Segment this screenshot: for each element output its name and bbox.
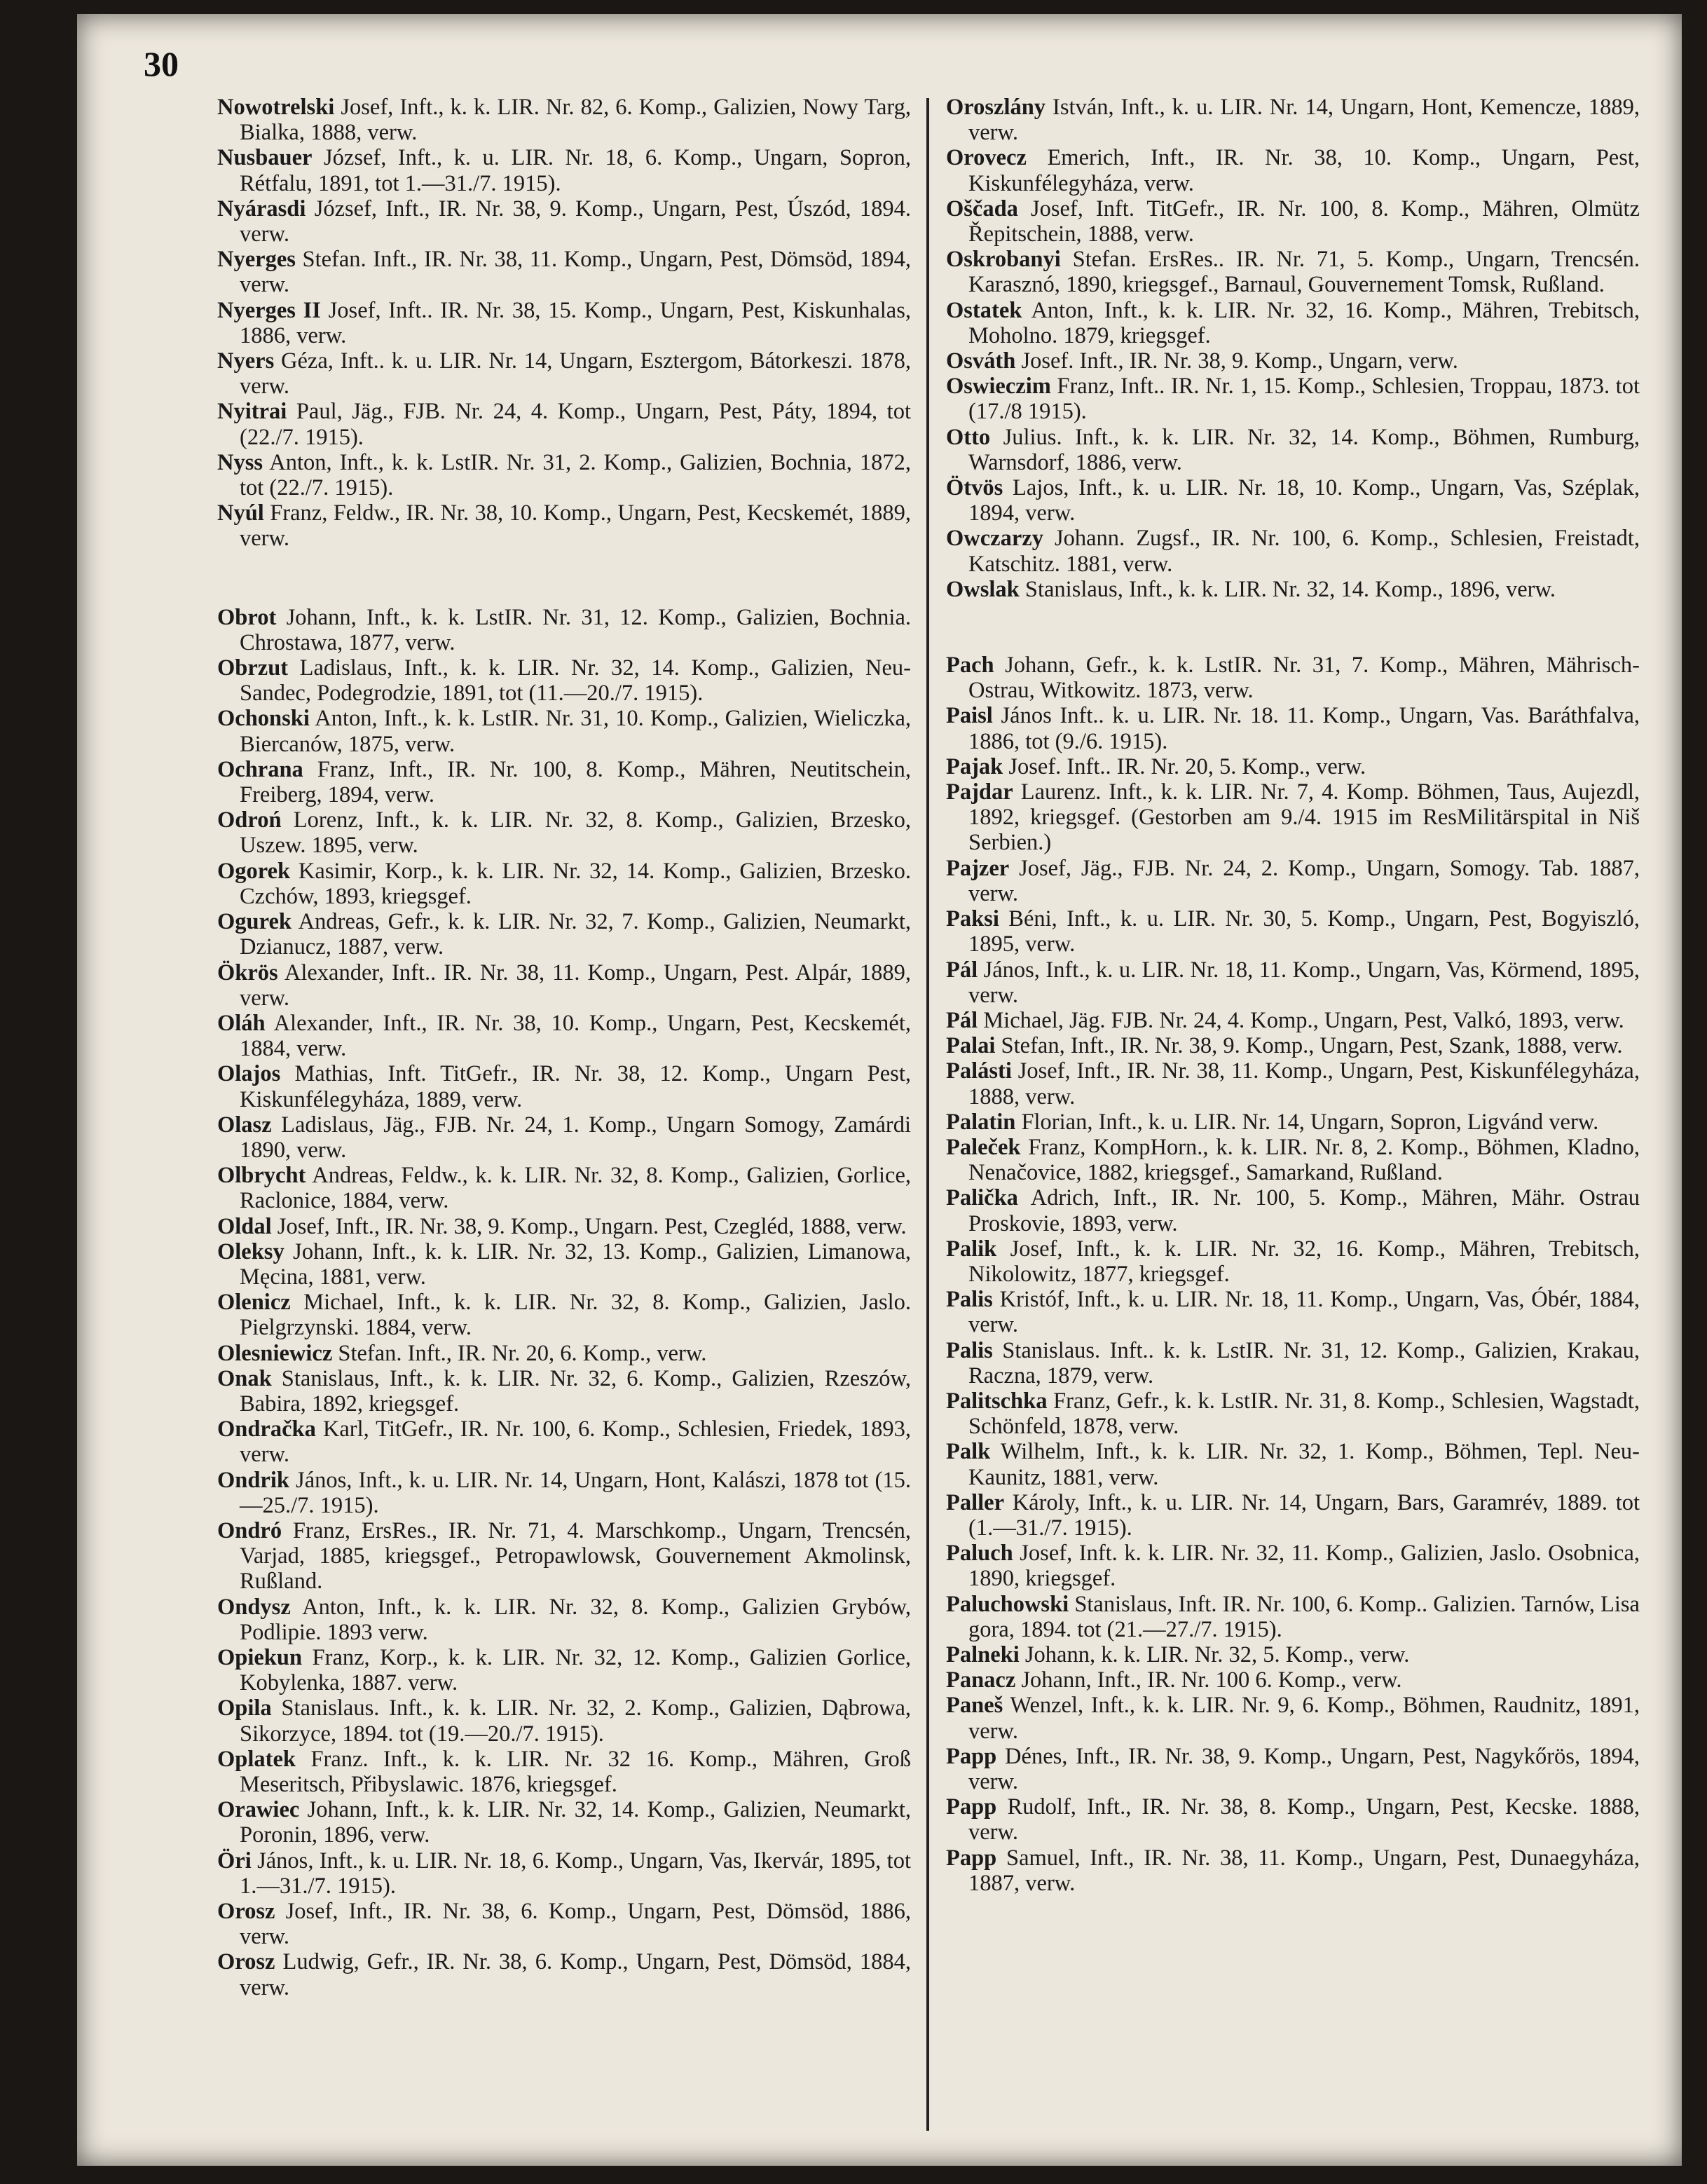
entry-details: Géza, Inft.. k. u. LIR. Nr. 14, Ungarn, Esztergom, Bátorkeszi. 1878, verw.	[240, 348, 911, 400]
entry-surname: Osváth	[946, 348, 1016, 374]
entry-surname: Oleksy	[217, 1238, 284, 1264]
register-entry	[946, 1008, 1640, 1033]
entry-details: Josef, Inft., k. k. LIR. Nr. 82, 6. Komp., Galizien, Nowy Targ, Bialka, 1888, verw.	[240, 95, 911, 146]
register-entry	[217, 1518, 911, 1595]
entry-surname: Ostatek	[946, 297, 1022, 323]
column-divider	[926, 98, 929, 2131]
register-entry	[217, 196, 911, 247]
entry-surname: Ochrana	[217, 756, 303, 782]
entry-details: Josef, Inft. k. k. LIR. Nr. 32, 11. Komp., Galizien, Jaslo. Osobnica, 1890, kriegsgef.	[968, 1541, 1640, 1592]
entry-surname: Orosz	[217, 1899, 275, 1925]
entry-details: Ladislaus, Inft., k. k. LIR. Nr. 32, 14. Komp., Galizien, Neu-Sandec, Podegrodzie, 1891, tot (11.—20./7. 1915).	[240, 655, 911, 707]
register-entry	[946, 374, 1640, 424]
entry-details: Franz, Korp., k. k. LIR. Nr. 32, 12. Komp., Galizien Gorlice, Kobylenka, 1887. verw.	[240, 1644, 911, 1696]
register-entry	[217, 1468, 911, 1518]
entry-surname: Palatin	[946, 1109, 1016, 1135]
entry-details: Johann, Inft., k. k. LIR. Nr. 32, 13. Komp., Galizien, Limanowa, Męcina, 1881, verw.	[240, 1238, 911, 1290]
entry-details: Alexander, Inft., IR. Nr. 38, 10. Komp., Ungarn, Pest, Kecskemét, 1884, verw.	[240, 1010, 911, 1062]
entry-surname: Palik	[946, 1236, 997, 1262]
register-entry	[217, 399, 911, 449]
entry-surname: Oskrobanyi	[946, 247, 1061, 273]
entry-surname: Paneš	[946, 1693, 1003, 1719]
register-entry	[217, 1112, 911, 1163]
register-entry	[946, 1439, 1640, 1489]
entry-surname: Nyerges	[217, 247, 296, 273]
entry-details: Kristóf, Inft., k. u. LIR. Nr. 18, 11. Komp., Ungarn, Vas, Óbér, 1884, verw.	[968, 1287, 1640, 1338]
entry-details: Lorenz, Inft., k. k. LIR. Nr. 32, 8. Komp., Galizien, Brzesko, Uszew. 1895, verw.	[240, 807, 911, 859]
entry-surname: Opila	[217, 1695, 272, 1721]
entry-surname: Panacz	[946, 1667, 1016, 1693]
register-entry	[946, 1287, 1640, 1337]
entry-details: Johann, Inft., IR. Nr. 100 6. Komp., verw.	[1015, 1667, 1402, 1693]
entry-surname: Orosz	[217, 1949, 275, 1975]
entry-details: Johann, Inft., k. k. LstIR. Nr. 31, 12. Komp., Galizien, Bochnia. Chrostawa, 1877, verw.	[240, 604, 911, 655]
entry-surname: Ökrös	[217, 960, 278, 985]
entry-details: Michael, Jäg. FJB. Nr. 24, 4. Komp., Ungarn, Pest, Valkó, 1893, verw.	[978, 1007, 1624, 1033]
entry-details: Franz, ErsRes., IR. Nr. 71, 4. Marschkomp., Ungarn, Trencsén, Varjad, 1885, kriegsgef., Petropawlowsk, Gouvernement Akmolinsk, Rußland.	[240, 1517, 911, 1595]
register-entry	[217, 145, 911, 196]
entry-surname: Oroszlány	[946, 95, 1046, 120]
entry-details: Johann. Zugsf., IR. Nr. 100, 6. Komp., Schlesien, Freistadt, Katschitz. 1881, verw.	[968, 526, 1640, 577]
entry-details: Dénes, Inft., IR. Nr. 38, 9. Komp., Ungarn, Pest, Nagykőrös, 1894, verw.	[968, 1743, 1640, 1794]
entry-surname: Paluchowski	[946, 1591, 1069, 1617]
entry-details: Johann, k. k. LIR. Nr. 32, 5. Komp., verw.	[1019, 1642, 1410, 1667]
entry-surname: Papp	[946, 1845, 997, 1871]
entry-details: Mathias, Inft. TitGefr., IR. Nr. 38, 12. Komp., Ungarn Pest, Kiskunfélegyháza, 1889, verw.	[240, 1061, 911, 1112]
entry-details: Stanislaus. Inft.. k. k. LstIR. Nr. 31, 12. Komp., Galizien, Krakau, Raczna, 1879, verw.	[968, 1337, 1640, 1388]
entry-surname: Nusbauer	[217, 145, 313, 171]
entry-details: Florian, Inft., k. u. LIR. Nr. 14, Ungarn, Sopron, Ligvánd verw.	[1015, 1109, 1599, 1135]
register-entry	[946, 1058, 1640, 1109]
entry-details: Stefan, Inft., IR. Nr. 38, 9. Komp., Ungarn, Pest, Szank, 1888, verw.	[995, 1033, 1623, 1059]
entry-surname: Obrzut	[217, 655, 289, 681]
entry-surname: Oláh	[217, 1010, 266, 1036]
entry-details: Stanislaus, Inft., k. k. LIR. Nr. 32, 6. Komp., Galizien, Rzeszów, Babira, 1892, kriegsgef.	[240, 1365, 911, 1417]
register-entry	[217, 1595, 911, 1645]
entry-details: János, Inft., k. u. LIR. Nr. 18, 6. Komp., Ungarn, Vas, Ikervár, 1895, tot 1.—31./7. 1915).	[240, 1848, 911, 1899]
entry-details: Stefan. Inft., IR. Nr. 38, 11. Komp., Ungarn, Pest, Dömsöd, 1894, verw.	[240, 247, 911, 298]
entry-surname: Ondysz	[217, 1594, 291, 1620]
register-entry	[946, 1592, 1640, 1642]
entry-details: Alexander, Inft.. IR. Nr. 38, 11. Komp., Ungarn, Pest. Alpár, 1889, verw.	[240, 960, 911, 1011]
register-entry	[946, 348, 1640, 374]
entry-surname: Pach	[946, 653, 994, 678]
entry-surname: Paluch	[946, 1541, 1013, 1567]
entry-details: Adrich, Inft., IR. Nr. 100, 5. Komp., Mähren, Mähr. Ostrau Proskovie, 1893, verw.	[968, 1185, 1640, 1236]
register-entry	[217, 1341, 911, 1366]
register-entry	[946, 1110, 1640, 1135]
register-entry	[217, 1695, 911, 1746]
register-entry	[217, 247, 911, 297]
entry-details: Josef, Inft., k. k. LIR. Nr. 32, 16. Komp., Mähren, Trebitsch, Nikolowitz, 1877, kriegsgef.	[968, 1236, 1640, 1287]
entry-details: Josef, Inft., IR. Nr. 38, 6. Komp., Ungarn, Pest, Dömsöd, 1886, verw.	[240, 1899, 911, 1950]
entry-surname: Ondračka	[217, 1417, 316, 1442]
entry-details: József, Inft., k. u. LIR. Nr. 18, 6. Komp., Ungarn, Sopron, Rétfalu, 1891, tot 1.—31./7. 1915).	[240, 145, 911, 196]
register-entry	[217, 1061, 911, 1112]
entry-group-o	[946, 95, 1640, 602]
entry-details: Franz, Inft., IR. Nr. 100, 8. Komp., Mähren, Neutitschein, Freiberg, 1894, verw.	[240, 756, 911, 808]
entry-surname: Oplatek	[217, 1746, 296, 1772]
entry-surname: Ochonski	[217, 706, 310, 732]
entry-group-p	[946, 653, 1640, 1896]
register-entry	[946, 247, 1640, 297]
entry-surname: Ondrik	[217, 1467, 289, 1493]
entry-group-n	[217, 95, 911, 552]
entry-details: Josef, Inft., IR. Nr. 38, 9. Komp., Ungarn. Pest, Czegléd, 1888, verw.	[271, 1213, 907, 1239]
entry-surname: Papp	[946, 1743, 997, 1769]
entry-details: Franz, KompHorn., k. k. LIR. Nr. 8, 2. Komp., Böhmen, Kladno, Nenačovice, 1882, kriegsgef., Samarkand, Rußland.	[968, 1134, 1640, 1186]
entry-details: József, Inft., IR. Nr. 38, 9. Komp., Ungarn, Pest, Úszód, 1894. verw.	[240, 196, 911, 247]
register-entry	[946, 1236, 1640, 1287]
group-spacer	[217, 552, 911, 605]
entry-surname: Nyitrai	[217, 399, 287, 425]
register-entry	[946, 856, 1640, 906]
register-entry	[217, 1214, 911, 1239]
register-entry	[217, 909, 911, 960]
entry-details: Anton, Inft., k. k. LstIR. Nr. 31, 10. Komp., Galizien, Wieliczka, Biercanów, 1875, verw.	[240, 706, 911, 757]
entry-surname: Pajak	[946, 753, 1003, 779]
entry-details: Stefan. Inft., IR. Nr. 20, 6. Komp., verw.	[332, 1340, 707, 1366]
entry-surname: Olbrycht	[217, 1163, 306, 1189]
register-entry	[946, 1185, 1640, 1236]
register-entry	[946, 957, 1640, 1008]
register-entry	[217, 348, 911, 399]
register-entry	[946, 754, 1640, 779]
register-entry	[217, 1747, 911, 1797]
register-entry	[217, 655, 911, 706]
entry-surname: Palička	[946, 1185, 1018, 1211]
register-entry	[217, 706, 911, 756]
entry-details: Anton, Inft., k. k. LIR. Nr. 32, 8. Komp., Galizien Grybów, Podlipie. 1893 verw.	[240, 1594, 911, 1645]
entry-surname: Nowotrelski	[217, 95, 335, 120]
entry-surname: Palk	[946, 1439, 991, 1465]
register-entry	[217, 1239, 911, 1290]
entry-details: Stanislaus, Inft., k. k. LIR. Nr. 32, 14. Komp., 1896, verw.	[1019, 576, 1556, 602]
entry-surname: Palis	[946, 1337, 993, 1363]
register-entry	[946, 425, 1640, 475]
entry-surname: Opiekun	[217, 1644, 303, 1670]
entry-surname: Nyúl	[217, 500, 264, 526]
register-entry	[946, 1388, 1640, 1439]
entry-details: Anton, Inft., k. k. LIR. Nr. 32, 16. Komp., Mähren, Trebitsch, Moholno. 1879, kriegsgef.	[968, 297, 1640, 348]
register-entry	[946, 1667, 1640, 1693]
entry-surname: Paleček	[946, 1134, 1021, 1160]
entry-details: Julius. Inft., k. k. LIR. Nr. 32, 14. Komp., Böhmen, Rumburg, Warnsdorf, 1886, verw.	[968, 424, 1640, 475]
entry-surname: Otto	[946, 424, 991, 450]
register-entry	[946, 906, 1640, 957]
entry-details: Josef, Inft., IR. Nr. 38, 11. Komp., Ungarn, Pest, Kiskunfélegyháza, 1888, verw.	[968, 1058, 1640, 1110]
entry-details: Josef. Inft., IR. Nr. 38, 9. Komp., Ungarn, verw.	[1015, 348, 1458, 374]
entry-details: Béni, Inft., k. u. LIR. Nr. 30, 5. Komp., Ungarn, Pest, Bogyiszló, 1895, verw.	[968, 906, 1640, 957]
entry-surname: Palitschka	[946, 1388, 1048, 1414]
entry-details: Stefan. ErsRes.. IR. Nr. 71, 5. Komp., Ungarn, Trencsén. Karasznó, 1890, kriegsgef., Barnaul, Gouvernement Tomsk, Rußland.	[968, 247, 1640, 298]
entry-details: Ladislaus, Jäg., FJB. Nr. 24, 1. Komp., Ungarn Somogy, Zamárdi 1890, verw.	[240, 1112, 911, 1163]
entry-details: Franz. Inft., k. k. LIR. Nr. 32 16. Komp., Mähren, Groß Meseritsch, Přibyslawic. 1876, kriegsgef.	[240, 1746, 911, 1797]
register-entry	[217, 1848, 911, 1899]
entry-surname: Paisl	[946, 703, 993, 729]
entry-details: Lajos, Inft., k. u. LIR. Nr. 18, 10. Komp., Ungarn, Vas, Széplak, 1894, verw.	[968, 475, 1640, 526]
register-entry	[217, 859, 911, 909]
entry-surname: Palneki	[946, 1642, 1020, 1667]
register-entry	[217, 1417, 911, 1467]
entry-details: Laurenz. Inft., k. k. LIR. Nr. 7, 4. Komp. Böhmen, Taus, Aujezdl, 1892, kriegsgef. (Gestorben am 9./4. 1915 im ResMilitärspital in Niš Serbien.)	[968, 779, 1640, 856]
entry-details: Josef, Jäg., FJB. Nr. 24, 2. Komp., Ungarn, Somogy. Tab. 1887, verw.	[968, 855, 1640, 906]
entry-details: János Inft.. k. u. LIR. Nr. 18. 11. Komp., Ungarn, Vas. Baráthfalva, 1886, tot (9./6. 1915).	[968, 703, 1640, 754]
entry-details: Wilhelm, Inft., k. k. LIR. Nr. 32, 1. Komp., Böhmen, Tepl. Neu-Kaunitz, 1881, verw.	[968, 1439, 1640, 1490]
register-entry	[946, 298, 1640, 348]
entry-surname: Ötvös	[946, 475, 1003, 501]
page-number: 30	[144, 44, 179, 83]
entry-surname: Olajos	[217, 1061, 281, 1087]
entry-surname: Papp	[946, 1794, 997, 1820]
register-entry	[946, 145, 1640, 196]
register-entry	[217, 605, 911, 655]
entry-surname: Palai	[946, 1033, 996, 1059]
entry-details: István, Inft., k. u. LIR. Nr. 14, Ungarn, Hont, Kemencze, 1889, verw.	[968, 95, 1640, 146]
register-entry	[946, 475, 1640, 526]
register-entry	[217, 1899, 911, 1949]
register-entry	[946, 526, 1640, 576]
entry-surname: Palásti	[946, 1058, 1012, 1084]
entry-details: Emerich, Inft., IR. Nr. 38, 10. Komp., Ungarn, Pest, Kiskunfélegyháza, verw.	[968, 145, 1640, 196]
register-entry	[217, 1645, 911, 1695]
right-column	[946, 95, 1640, 1896]
register-entry	[946, 95, 1640, 145]
entry-surname: Oščada	[946, 196, 1018, 221]
entry-details: Paul, Jäg., FJB. Nr. 24, 4. Komp., Ungarn, Pest, Páty, 1894, tot (22./7. 1915).	[240, 399, 911, 450]
entry-details: Wenzel, Inft., k. k. LIR. Nr. 9, 6. Komp., Böhmen, Raudnitz, 1891, verw.	[968, 1693, 1640, 1744]
entry-surname: Odroń	[217, 807, 282, 833]
entry-details: Franz, Feldw., IR. Nr. 38, 10. Komp., Ungarn, Pest, Kecskemét, 1889, verw.	[240, 500, 911, 552]
register-entry	[217, 1163, 911, 1213]
entry-details: Stanislaus. Inft., k. k. LIR. Nr. 32, 2. Komp., Galizien, Dąbrowa, Sikorzyce, 1894. tot (19.—20./7. 1915).	[240, 1695, 911, 1747]
register-entry	[217, 1949, 911, 2000]
entry-details: Johann, Inft., k. k. LIR. Nr. 32, 14. Komp., Galizien, Neumarkt, Poronin, 1896, verw.	[240, 1797, 911, 1848]
entry-surname: Nyárasdi	[217, 196, 306, 221]
entry-surname: Olasz	[217, 1112, 272, 1138]
register-entry	[946, 196, 1640, 247]
register-entry	[946, 779, 1640, 856]
entry-surname: Paksi	[946, 906, 999, 932]
entry-details: János, Inft., k. u. LIR. Nr. 14, Ungarn, Hont, Kalászi, 1878 tot (15.—25./7. 1915).	[240, 1467, 911, 1518]
entry-surname: Ondró	[217, 1517, 282, 1543]
entry-surname: Pál	[946, 1007, 978, 1033]
entry-surname: Pajzer	[946, 855, 1010, 881]
entry-details: Karl, TitGefr., IR. Nr. 100, 6. Komp., Schlesien, Friedek, 1893, verw.	[240, 1417, 911, 1468]
entry-details: Franz, Inft.. IR. Nr. 1, 15. Komp., Schlesien, Troppau, 1873. tot (17./8 1915).	[968, 374, 1640, 425]
register-entry	[946, 1693, 1640, 1743]
entry-surname: Öri	[217, 1848, 252, 1874]
entry-surname: Oldal	[217, 1213, 272, 1239]
entry-details: Kasimir, Korp., k. k. LIR. Nr. 32, 14. Komp., Galizien, Brzesko. Czchów, 1893, kriegsgef.	[240, 858, 911, 909]
entry-surname: Pál	[946, 957, 978, 983]
register-entry	[946, 1744, 1640, 1794]
left-column	[217, 95, 911, 2000]
entry-details: Josef, Inft.. IR. Nr. 38, 15. Komp., Ungarn, Pest, Kiskunhalas, 1886, verw.	[240, 297, 911, 348]
entry-surname: Olenicz	[217, 1290, 291, 1316]
entry-details: Stanislaus, Inft. IR. Nr. 100, 6. Komp.. Galizien. Tarnów, Lisa gora, 1894. tot (21.—27./7. 1915).	[968, 1591, 1640, 1642]
entry-details: Andreas, Feldw., k. k. LIR. Nr. 32, 8. Komp., Galizien, Gorlice, Raclonice, 1884, verw.	[240, 1163, 911, 1214]
register-entry	[217, 95, 911, 145]
entry-surname: Obrot	[217, 604, 277, 630]
entry-surname: Paller	[946, 1489, 1005, 1515]
register-entry	[946, 1541, 1640, 1591]
register-entry	[946, 1135, 1640, 1185]
register-entry	[217, 807, 911, 858]
entry-surname: Palis	[946, 1287, 993, 1313]
register-entry	[217, 960, 911, 1011]
entry-surname: Owczarzy	[946, 526, 1043, 552]
entry-details: Rudolf, Inft., IR. Nr. 38, 8. Komp., Ungarn, Pest, Kecske. 1888, verw.	[968, 1794, 1640, 1845]
entry-surname: Olesniewicz	[217, 1340, 333, 1366]
entry-details: János, Inft., k. u. LIR. Nr. 18, 11. Komp., Ungarn, Vas, Körmend, 1895, verw.	[968, 957, 1640, 1008]
entry-details: Anton, Inft., k. k. LstIR. Nr. 31, 2. Komp., Galizien, Bochnia, 1872, tot (22./7. 1915).	[240, 449, 911, 501]
entry-surname: Nyers	[217, 348, 275, 374]
entry-surname: Orovecz	[946, 145, 1027, 171]
register-entry	[217, 757, 911, 807]
entry-details: Samuel, Inft., IR. Nr. 38, 11. Komp., Ungarn, Pest, Dunaegyháza, 1887, verw.	[968, 1845, 1640, 1896]
register-entry	[946, 1490, 1640, 1541]
entry-details: Andreas, Gefr., k. k. LIR. Nr. 32, 7. Komp., Galizien, Neumarkt, Dzianucz, 1887, verw.	[240, 909, 911, 960]
entry-details: Johann, Gefr., k. k. LstIR. Nr. 31, 7. Komp., Mähren, Mährisch-Ostrau, Witkowitz. 1873, verw.	[968, 653, 1640, 704]
entry-details: Josef, Inft. TitGefr., IR. Nr. 100, 8. Komp., Mähren, Olmütz Řepitschein, 1888, verw.	[968, 196, 1640, 247]
entry-details: Ludwig, Gefr., IR. Nr. 38, 6. Komp., Ungarn, Pest, Dömsöd, 1884, verw.	[240, 1949, 911, 2000]
register-entry	[217, 298, 911, 348]
group-spacer	[946, 602, 1640, 653]
entry-surname: Oswieczim	[946, 374, 1051, 400]
register-entry	[217, 500, 911, 551]
register-entry	[946, 1845, 1640, 1896]
entry-details: Franz, Gefr., k. k. LstIR. Nr. 31, 8. Komp., Schlesien, Wagstadt, Schönfeld, 1878, verw.	[968, 1388, 1640, 1440]
register-entry	[946, 1794, 1640, 1845]
entry-surname: Pajdar	[946, 779, 1013, 805]
register-entry	[946, 577, 1640, 602]
register-entry	[946, 1338, 1640, 1388]
entry-group-o	[217, 605, 911, 2000]
entry-details: Josef. Inft.. IR. Nr. 20, 5. Komp., verw.	[1003, 753, 1366, 779]
entry-details: Károly, Inft., k. u. LIR. Nr. 14, Ungarn, Bars, Garamrév, 1889. tot (1.—31./7. 1915).	[968, 1489, 1640, 1541]
register-entry	[217, 1011, 911, 1061]
register-entry	[217, 1797, 911, 1848]
register-entry	[946, 653, 1640, 703]
entry-surname: Ogorek	[217, 858, 291, 884]
register-entry	[946, 1033, 1640, 1058]
entry-surname: Nyerges II	[217, 297, 321, 323]
entry-surname: Onak	[217, 1365, 272, 1391]
register-entry	[217, 450, 911, 500]
register-entry	[217, 1366, 911, 1417]
entry-details: Michael, Inft., k. k. LIR. Nr. 32, 8. Komp., Galizien, Jaslo. Pielgrzynski. 1884, verw.	[240, 1290, 911, 1341]
register-entry	[946, 703, 1640, 753]
entry-surname: Owslak	[946, 576, 1020, 602]
entry-surname: Ogurek	[217, 909, 292, 935]
register-entry	[217, 1290, 911, 1340]
register-entry	[946, 1642, 1640, 1667]
entry-surname: Nyss	[217, 449, 263, 475]
entry-surname: Orawiec	[217, 1797, 300, 1823]
